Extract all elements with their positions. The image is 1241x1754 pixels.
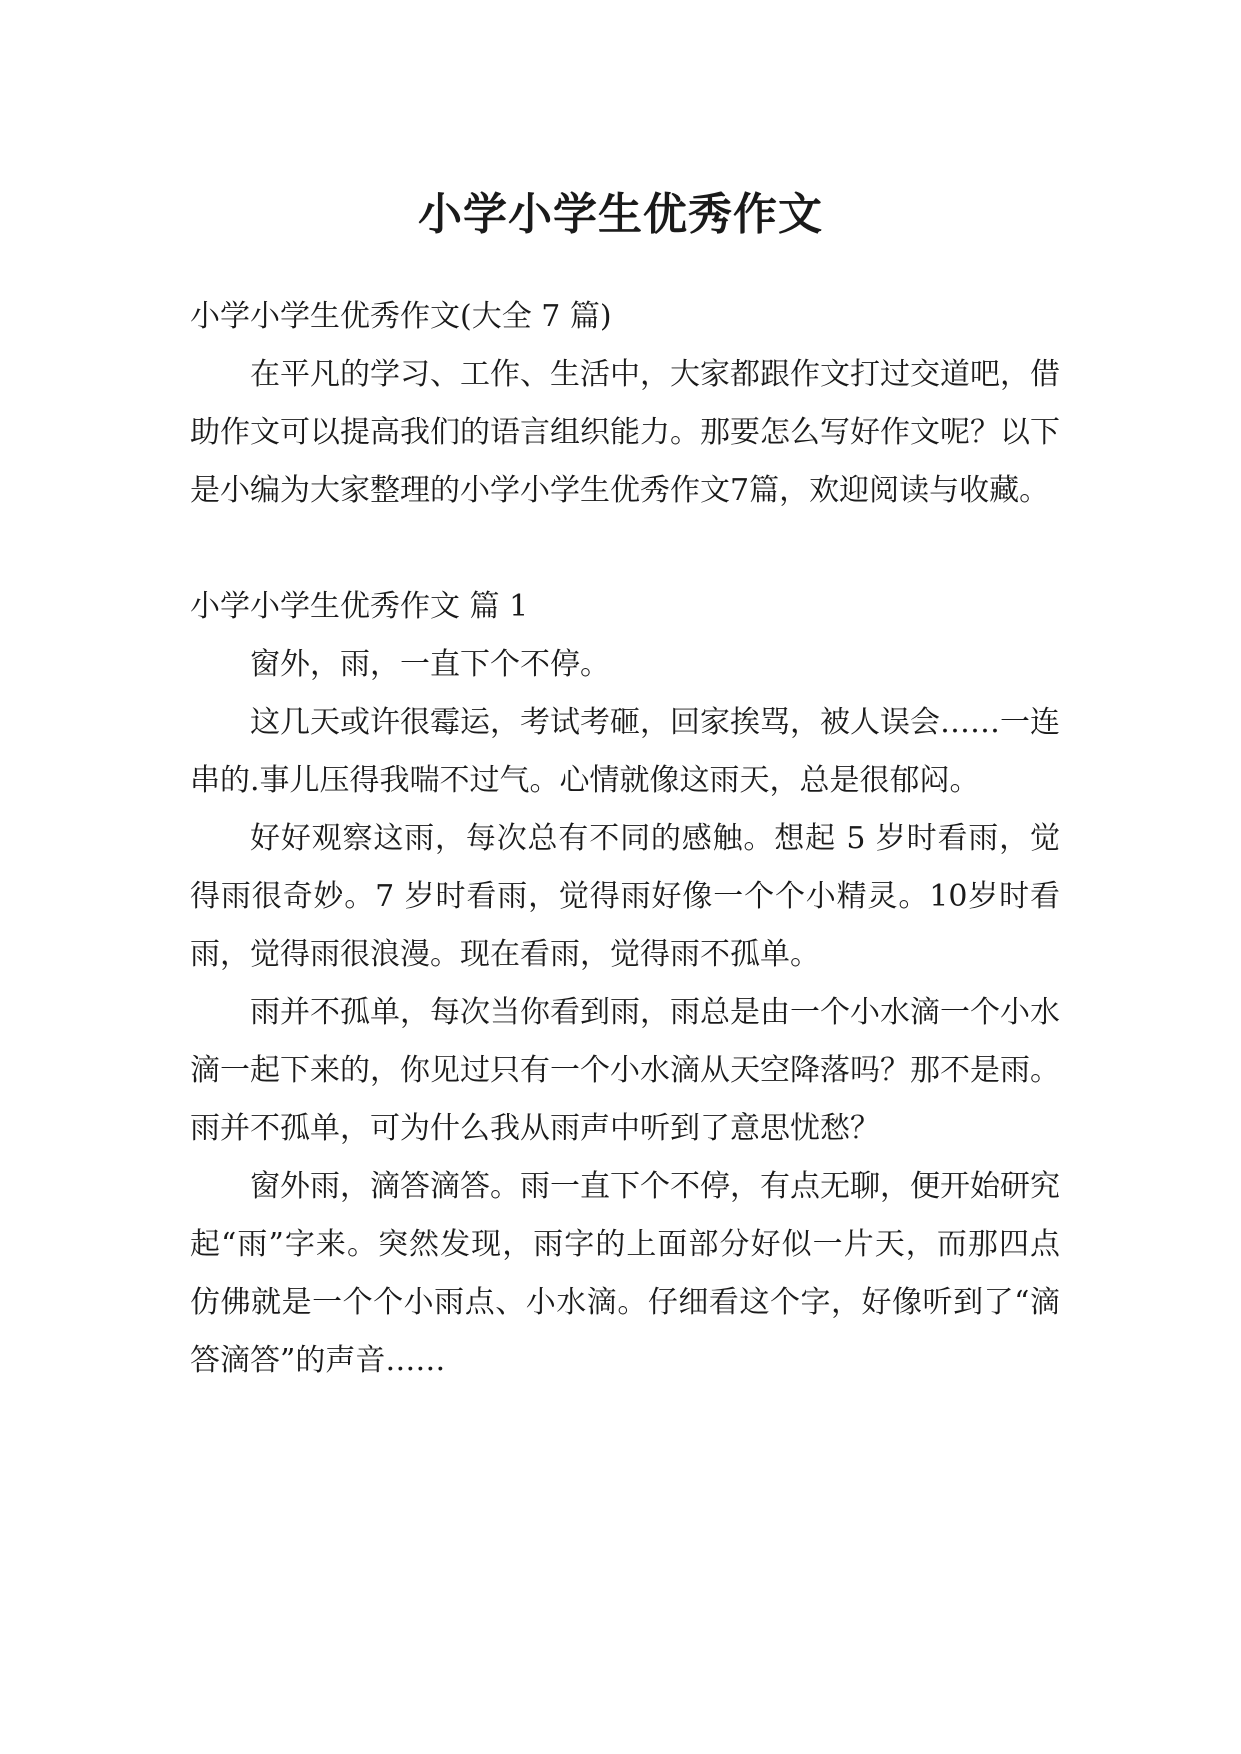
section-paragraph: 雨并不孤单，每次当你看到雨，雨总是由一个小水滴一个小水滴一起下来的，你见过只有一个小水滴从天空降落吗？那不是雨。雨并不孤单，可为什么我从雨声中听到了意思忧愁？ xyxy=(190,995,1060,1146)
section-spacer xyxy=(190,520,1060,578)
section-paragraph: 这几天或许很霉运，考试考砸，回家挨骂，被人误会……一连串的.事儿压得我喘不过气。心情就像这雨天，总是很郁闷。 xyxy=(190,705,1060,798)
document-subtitle: 小学小学生优秀作文(大全 7 篇) xyxy=(190,299,612,334)
document-title: 小学小学生优秀作文 xyxy=(418,189,823,241)
section-paragraph: 窗外，雨，一直下个不停。 xyxy=(250,647,610,682)
section-paragraph: 好好观察这雨，每次总有不同的感触。想起 5 岁时看雨，觉得雨很奇妙。7 岁时看雨，觉得雨好像一个个小精灵。10岁时看雨，觉得雨很浪漫。现在看雨，觉得雨不孤单。 xyxy=(190,821,1060,972)
intro-paragraph: 在平凡的学习、工作、生活中，大家都跟作文打过交道吧，借助作文可以提高我们的语言组织能力。那要怎么写好作文呢？以下是小编为大家整理的小学小学生优秀作文7篇，欢迎阅读与收藏。 xyxy=(190,357,1060,508)
section-paragraph: 窗外雨，滴答滴答。雨一直下个不停，有点无聊，便开始研究起“雨”字来。突然发现，雨字的上面部分好似一片天，而那四点仿佛就是一个个小雨点、小水滴。仔细看这个字，好像听到了“滴答滴答”的声音…… xyxy=(190,1169,1060,1378)
document-body xyxy=(190,288,1060,1390)
section-heading: 小学小学生优秀作文 篇 1 xyxy=(190,589,529,624)
